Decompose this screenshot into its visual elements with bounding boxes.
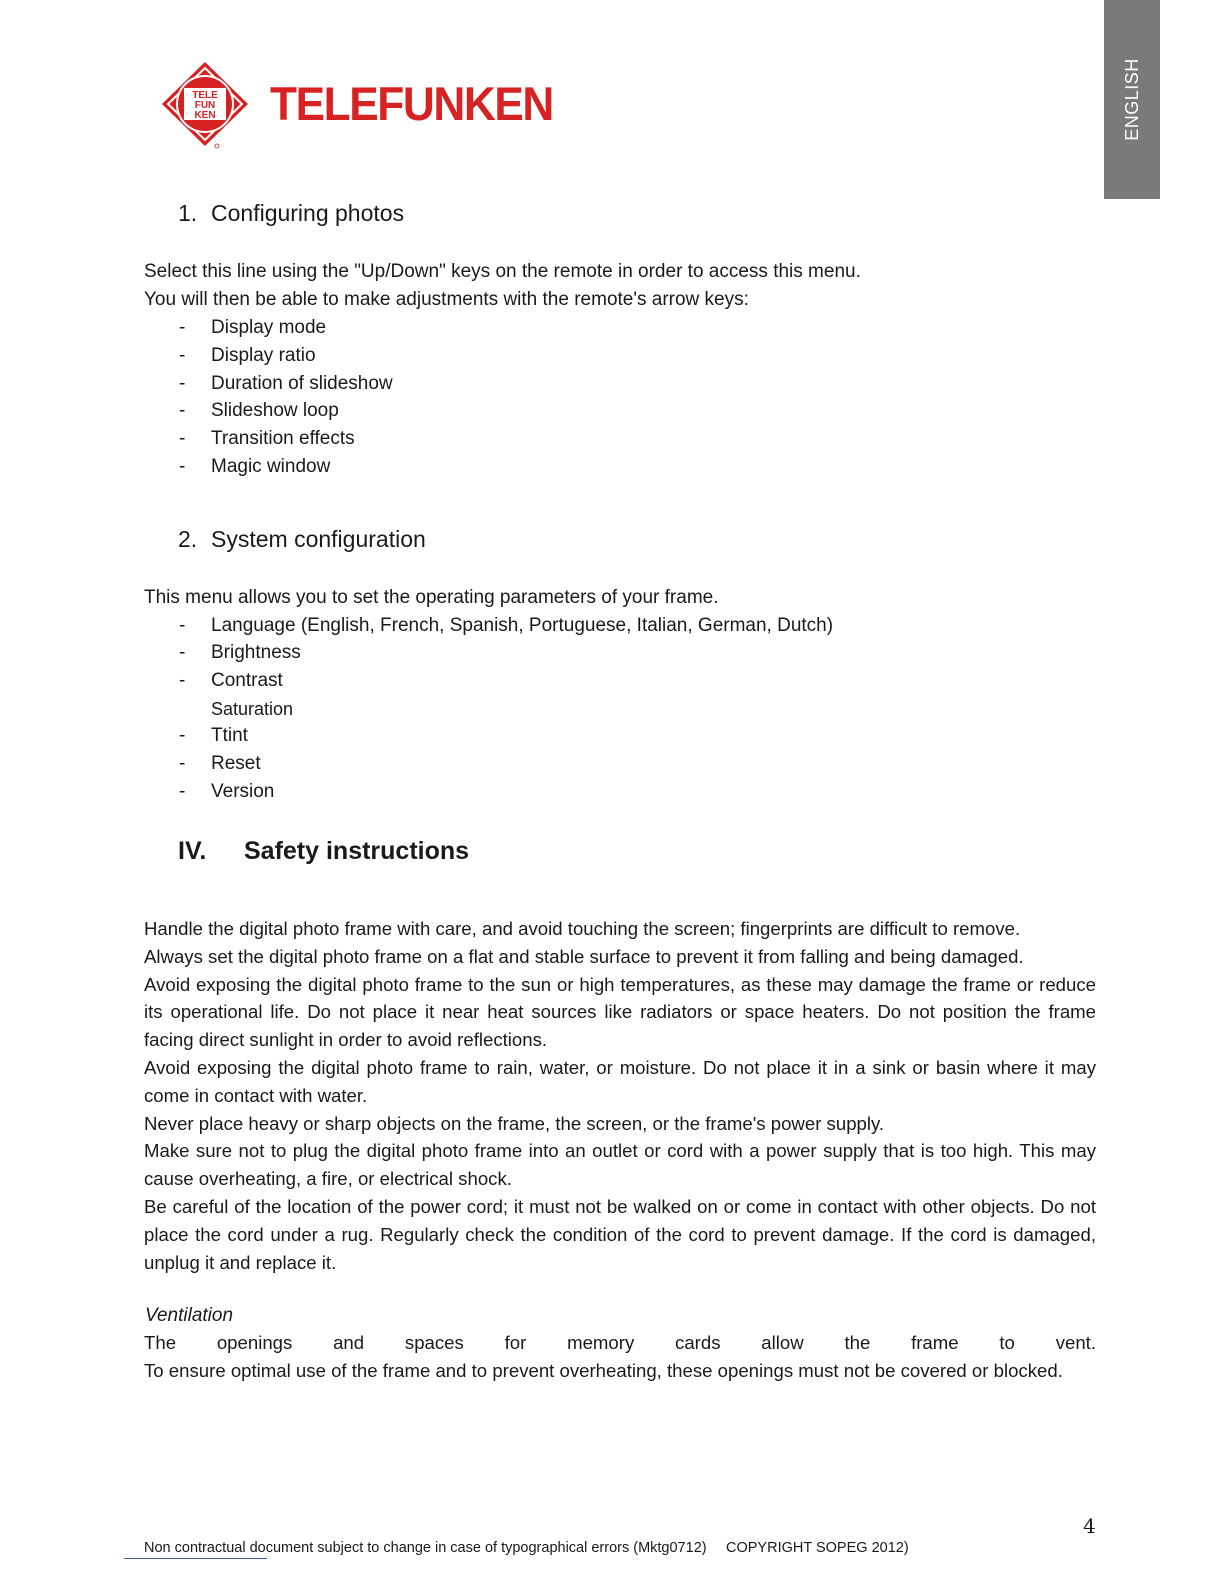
list-item-text: Brightness	[211, 642, 301, 663]
section-heading-safety-instructions	[178, 836, 469, 866]
language-tab-label: ENGLISH	[1121, 58, 1142, 141]
list-item-text: Version	[211, 781, 275, 802]
section-title: Configuring photos	[211, 200, 405, 226]
list-item-text: Language (English, French, Spanish, Portuguese, Italian, German, Dutch)	[211, 615, 834, 636]
section-number: IV.	[178, 837, 207, 865]
paragraph: Always set the digital photo frame on a flat and stable surface to prevent it from falling and being damaged.	[144, 945, 1024, 967]
language-tab	[1104, 0, 1160, 199]
footer-copyright: COPYRIGHT SOPEG 2012)	[726, 1540, 909, 1556]
ventilation-heading: Ventilation	[145, 1305, 234, 1326]
paragraph: This menu allows you to set the operating parameters of your frame.	[144, 587, 719, 608]
emblem-text-line: KEN	[194, 110, 216, 121]
paragraph: Handle the digital photo frame with care, and avoid touching the screen; fingerprints are difficult to remove.	[144, 918, 1021, 939]
paragraph: Never place heavy or sharp objects on the frame, the screen, or the frame's power supply.	[144, 1112, 885, 1134]
paragraph: The openings and spaces for memory cards allow the frame to vent.	[144, 1332, 1096, 1353]
paragraph: You will then be able to make adjustments with the remote's arrow keys:	[144, 289, 749, 310]
list-item-text: Transition effects	[211, 428, 355, 449]
list-item-text: Ttint	[211, 725, 248, 746]
section-heading-configuring-photos	[178, 199, 404, 227]
emblem-text-line: FUN	[194, 100, 216, 111]
list-item-text: Magic window	[211, 456, 331, 477]
section-number: 2.	[178, 526, 198, 552]
emblem-text-line: TELE	[192, 90, 218, 101]
brand-name: TELEFUNKEN	[270, 77, 553, 130]
list-item-text: Slideshow loop	[211, 400, 339, 421]
ventilation-text	[144, 1329, 1096, 1385]
list-item-text: Duration of slideshow	[211, 373, 393, 394]
safety-paragraphs	[144, 915, 1096, 1276]
footer-disclaimer: Non contractual document subject to change in case of typographical errors (Mktg0712)	[144, 1540, 707, 1556]
key-name: "Up/Down"	[354, 261, 446, 282]
section-heading-system-configuration	[178, 525, 426, 553]
page-number: 4	[1083, 1514, 1096, 1538]
list-item-text: Display mode	[211, 317, 327, 338]
list-item-text: Display ratio	[211, 345, 316, 366]
section-title: Safety instructions	[244, 837, 470, 865]
paragraph	[144, 258, 861, 286]
list-item-text: Saturation	[211, 699, 294, 719]
section-title: System configuration	[211, 526, 426, 552]
paragraph: Avoid exposing the digital photo frame to rain, water, or moisture. Do not place it in a sink or basin where it may come in contact with water.	[144, 1056, 1096, 1106]
intro-text: Select this line using the	[144, 261, 355, 282]
intro-text: keys on the remote in order to access this menu.	[445, 261, 861, 282]
paragraph: Be careful of the location of the power cord; it must not be walked on or come in contact with other objects. Do not place the cord under a rug. Regularly check the condition of the cord to prevent damage. If the cord is damaged, unplug it and replace it.	[144, 1195, 1096, 1273]
paragraph: Avoid exposing the digital photo frame to the sun or high temperatures, as these may damage the frame or reduce its operational life. Do not place it near heat sources like radiators or space heaters. Do not position the frame facing direct sunlight in order to avoid reflections.	[144, 973, 1096, 1051]
paragraph: To ensure optimal use of the frame and to prevent overheating, these openings must not be covered or blocked.	[144, 1359, 1063, 1381]
section-number: 1.	[178, 200, 198, 226]
list-item-text: Contrast	[211, 670, 283, 691]
telefunken-emblem	[162, 62, 248, 148]
footer-underline	[124, 1558, 267, 1559]
list-item-text: Reset	[211, 753, 261, 774]
paragraph: Make sure not to plug the digital photo frame into an outlet or cord with a power supply that is too high. This may cause overheating, a fire, or electrical shock.	[144, 1140, 1096, 1190]
